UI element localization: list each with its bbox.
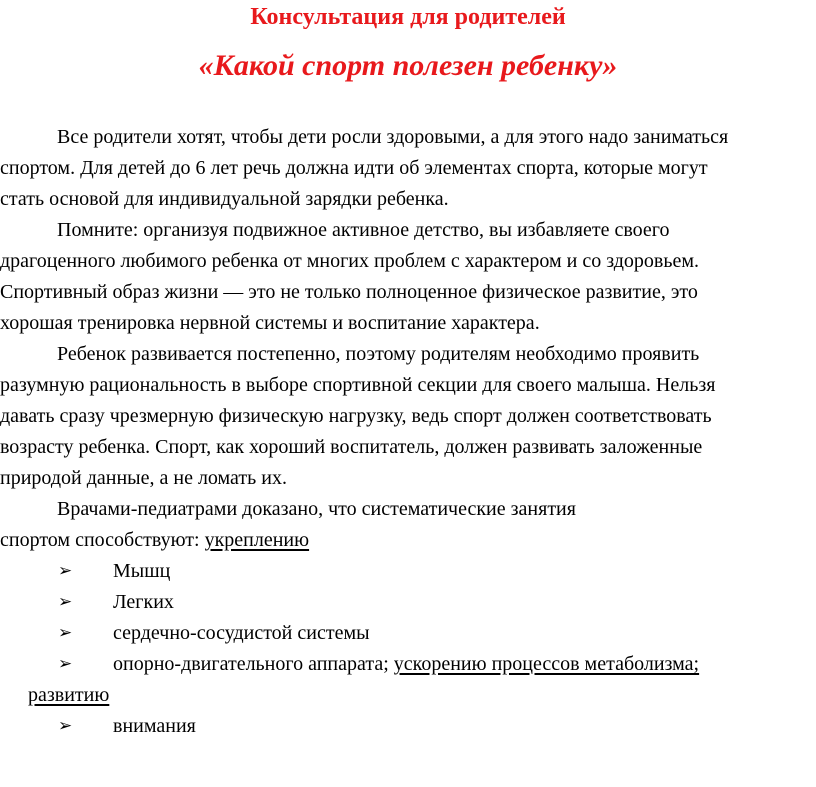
document-body xyxy=(0,122,800,742)
paragraph-1 xyxy=(0,122,800,153)
paragraph-line: давать сразу чрезмерную физическую нагрузку, ведь спорт должен соответствовать xyxy=(0,405,712,427)
arrow-bullet-icon: ➢ xyxy=(58,623,73,643)
paragraph-line: природой данные, а не ломать их. xyxy=(0,467,287,489)
paragraph-line: Врачами-педиатрами доказано, что систематические занятия xyxy=(57,498,576,520)
bullet-item xyxy=(0,649,800,680)
underlined-text: развитию xyxy=(28,684,110,706)
bullet-text: внимания xyxy=(113,715,196,737)
arrow-bullet-icon: ➢ xyxy=(58,561,73,581)
underlined-text: укреплению xyxy=(204,529,310,551)
bullet-text: опорно-двигательного аппарата; xyxy=(113,653,394,675)
bullet-item xyxy=(0,711,800,742)
paragraph-3 xyxy=(0,339,800,370)
arrow-bullet-icon: ➢ xyxy=(58,716,73,736)
bullet-item xyxy=(0,587,800,618)
bullet-item xyxy=(0,556,800,587)
paragraph-line: Помните: организуя подвижное активное детство, вы избавляете своего xyxy=(57,219,670,241)
paragraph-line-mixed xyxy=(0,525,800,556)
paragraph-line: Все родители хотят, чтобы дети росли здоровыми, а для этого надо заниматься xyxy=(57,126,729,148)
paragraph-line: Спортивный образ жизни — это не только полноценное физическое развитие, это xyxy=(0,281,698,303)
bullet-text: Мышц xyxy=(113,560,171,582)
paragraph-line: разумную рациональность в выборе спортивной секции для своего малыша. Нельзя xyxy=(0,374,716,396)
bullet-text-mixed xyxy=(113,649,699,680)
bullet-continuation xyxy=(0,680,800,711)
paragraph-line: спортом. Для детей до 6 лет речь должна идти об элементах спорта, которые могут xyxy=(0,157,708,179)
page-title: Консультация для родителей xyxy=(250,4,566,30)
paragraph-line: Ребенок развивается постепенно, поэтому родителям необходимо проявить xyxy=(57,343,700,365)
bullet-text: Легких xyxy=(113,591,174,613)
underlined-text: ускорению процессов метаболизма; xyxy=(393,653,700,675)
paragraph-line: хорошая тренировка нервной системы и воспитание характера. xyxy=(0,312,540,334)
paragraph-4 xyxy=(0,494,800,525)
page-subtitle: «Какой спорт полезен ребенку» xyxy=(198,49,618,82)
paragraph-2 xyxy=(0,215,800,246)
paragraph-line: стать основой для индивидуальной зарядки ребенка. xyxy=(0,188,449,210)
paragraph-tail-text: спортом способствуют: xyxy=(0,529,205,551)
bullet-text: сердечно-сосудистой системы xyxy=(113,622,370,644)
arrow-bullet-icon: ➢ xyxy=(58,592,73,612)
paragraph-line: драгоценного любимого ребенка от многих проблем с характером и со здоровьем. xyxy=(0,250,700,272)
paragraph-line: возрасту ребенка. Спорт, как хороший воспитатель, должен развивать заложенные xyxy=(0,436,703,458)
bullet-item xyxy=(0,618,800,649)
arrow-bullet-icon: ➢ xyxy=(58,654,73,674)
